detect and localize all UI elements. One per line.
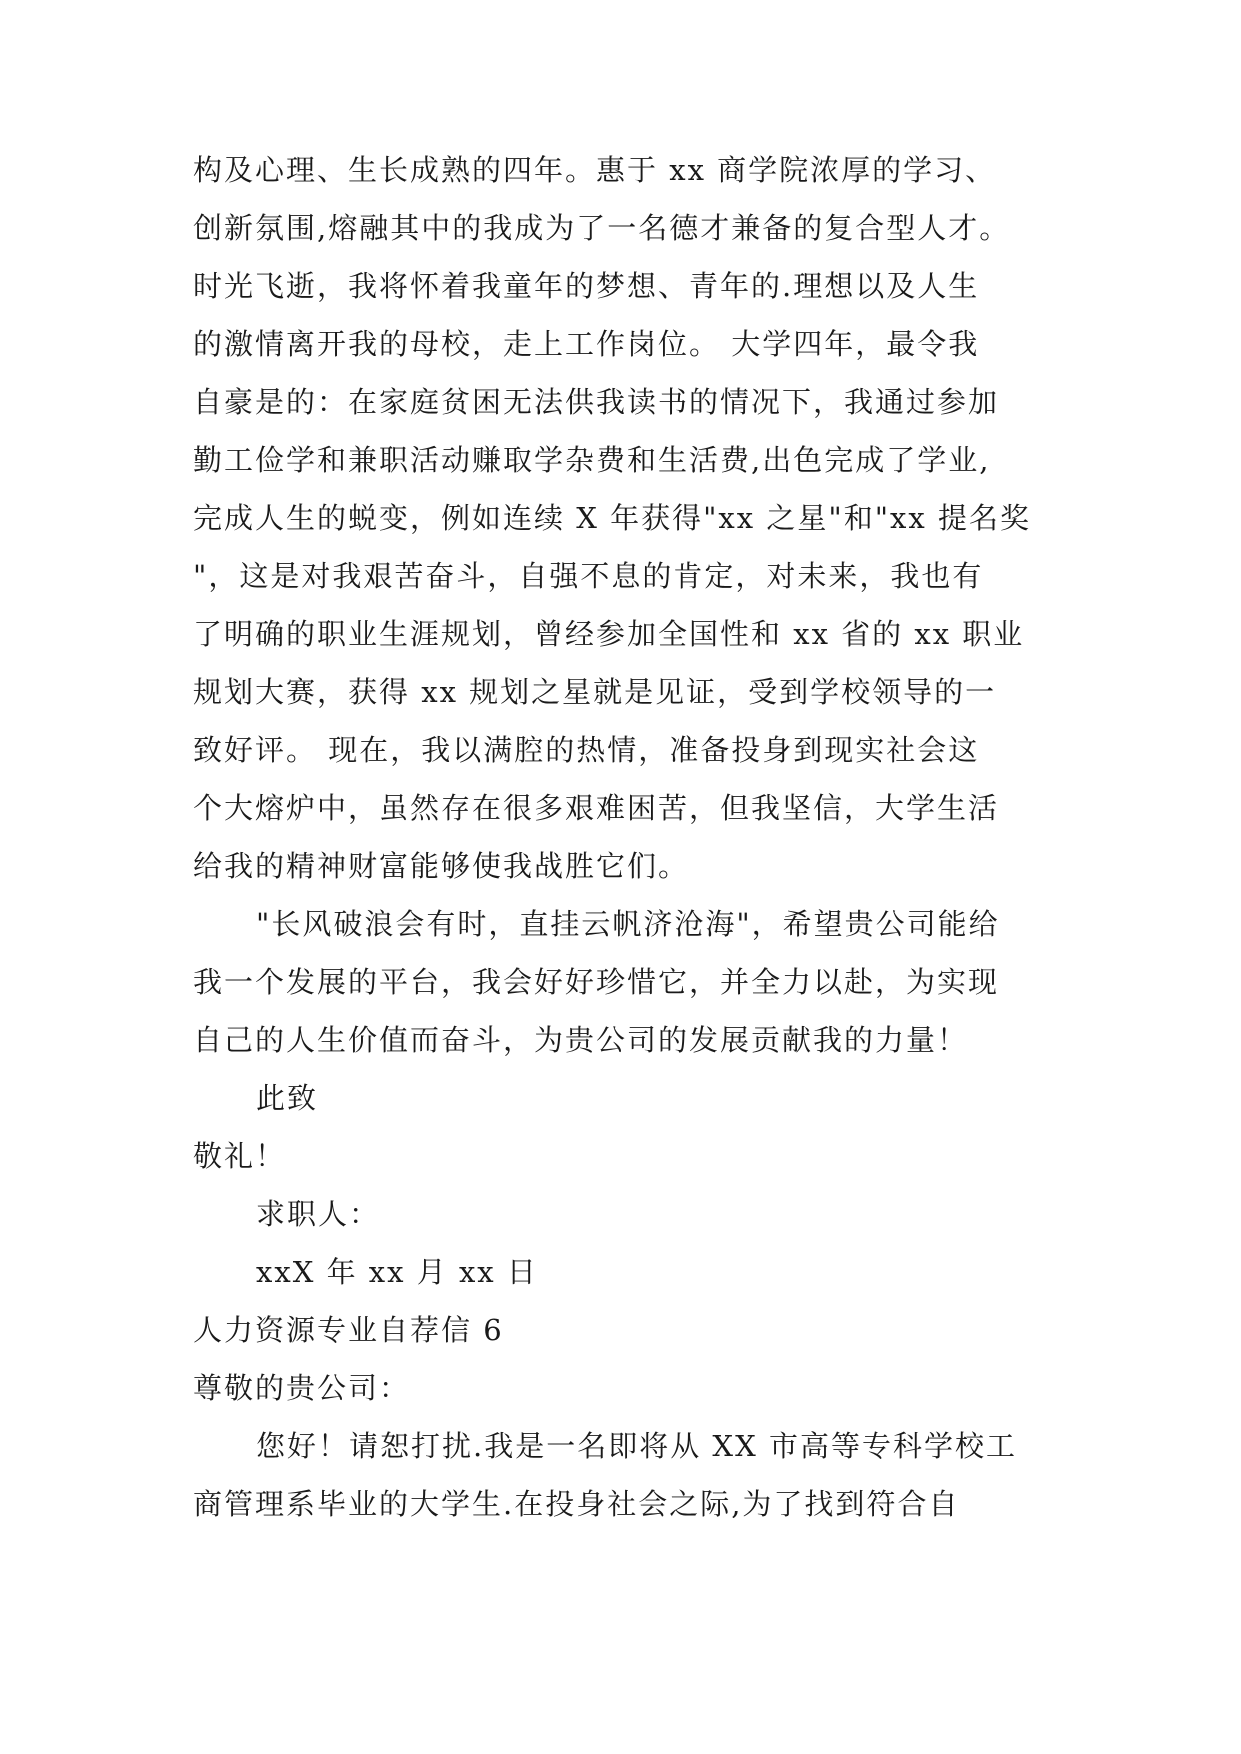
closing-line: 此致 [256,1081,319,1115]
salutation-line: 敬礼！ [193,1139,287,1173]
body-text-line: "长风破浪会有时，直挂云帆济沧海"，希望贵公司能给 [256,907,1000,941]
body-text-line: 勤工俭学和兼职活动赚取学杂费和生活费,出色完成了学业, [193,443,991,477]
body-text-line: 创新氛围,熔融其中的我成为了一名德才兼备的复合型人才。 [193,211,1011,245]
body-text-line: 自豪是的：在家庭贫困无法供我读书的情况下，我通过参加 [193,385,1000,419]
greeting-line: 尊敬的贵公司： [193,1371,411,1405]
body-text-line: 商管理系毕业的大学生.在投身社会之际,为了找到符合自 [193,1487,960,1521]
signature-label: 求职人： [256,1197,381,1231]
body-text-line: "，这是对我艰苦奋斗，自强不息的肯定，对未来，我也有 [193,559,984,593]
body-text-line: 我一个发展的平台，我会好好珍惜它，并全力以赴，为实现 [193,965,1000,999]
body-text-line: 的激情离开我的母校，走上工作岗位。 大学四年，最令我 [193,327,980,361]
body-text-line: 致好评。 现在，我以满腔的热情，准备投身到现实社会这 [193,733,980,767]
body-text-line: 给我的精神财富能够使我战胜它们。 [193,849,690,883]
body-text-line: 您好！请恕打扰.我是一名即将从 XX 市高等专科学校工 [256,1429,1017,1463]
body-text-line: 规划大赛，获得 xx 规划之星就是见证，受到学校领导的一 [193,675,997,709]
date-line: xxX 年 xx 月 xx 日 [256,1255,538,1289]
body-text-line: 个大熔炉中，虽然存在很多艰难困苦，但我坚信，大学生活 [193,791,1000,825]
body-text-line: 自己的人生价值而奋斗，为贵公司的发展贡献我的力量！ [193,1023,969,1057]
body-text-line: 构及心理、生长成熟的四年。惠于 xx 商学院浓厚的学习、 [193,153,997,187]
body-text-line: 完成人生的蜕变，例如连续 X 年获得"xx 之星"和"xx 提名奖 [193,501,1031,535]
body-text-line: 时光飞逝，我将怀着我童年的梦想、青年的.理想以及人生 [193,269,980,303]
section-heading: 人力资源专业自荐信 6 [193,1313,504,1347]
body-text-line: 了明确的职业生涯规划，曾经参加全国性和 xx 省的 xx 职业 [193,617,1025,651]
